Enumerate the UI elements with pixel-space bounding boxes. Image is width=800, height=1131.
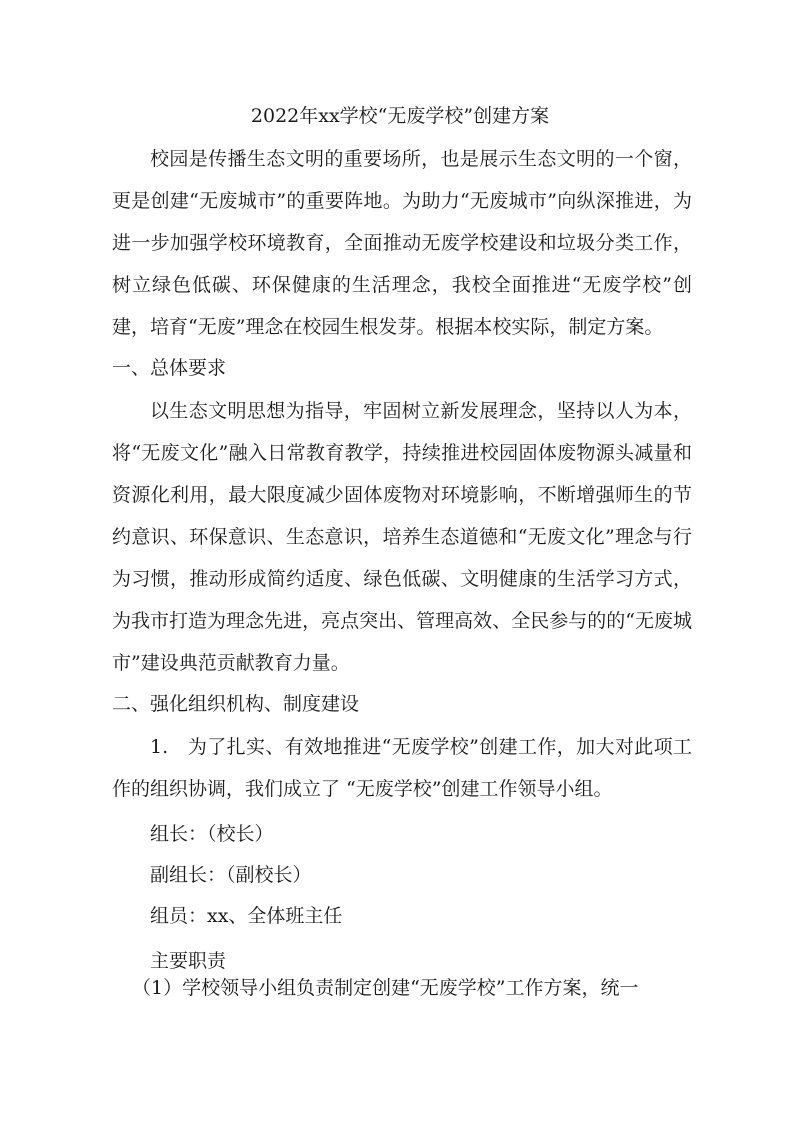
member-leader: 组长：（校长） bbox=[150, 823, 274, 845]
intro-paragraph: 校园是传播生态文明的重要场所，也是展示生态文明的一个窗，更是创建“无废城市”的重要阵地。为助力“无废城市”向纵深推进，为进一步加强学校环境教育，全面推动无废学校建设和垃圾分类工作，树立绿色低碳、环保健康的生活理念，我校全面推进“无废学校”创建，培育“无废”理念在校园生根发芽。根据本校实际，制定方案。 bbox=[112, 148, 692, 338]
section-2-paragraph: 1. 为了扎实、有效地推进“无废学校”创建工作，加大对此项工作的组织协调，我们成立了 “无废学校”创建工作领导小组。 bbox=[112, 736, 692, 800]
section-2-heading: 二、强化组织机构、制度建设 bbox=[112, 693, 360, 715]
member-group: 组员：xx、全体班主任 bbox=[150, 905, 343, 927]
member-deputy-leader: 副组长：（副校长） bbox=[150, 864, 312, 886]
document-title: 2022年xx学校“无废学校”创建方案 bbox=[250, 105, 550, 127]
section-1-paragraph: 以生态文明思想为指导，牢固树立新发展理念，坚持以人为本，将“无废文化”融入日常教育教学，持续推进校园固体废物源头减量和资源化利用，最大限度减少固体废物对环境影响，不断增强师生的节约意识、环保意识、生态意识，培养生态道德和“无废文化”理念与行为习惯，推动形成简约适度、绿色低碳、文明健康的生活学习方式，为我市打造为理念先进，亮点突出、管理高效、全民参与的的“无废城市”建设典范贡献教育力量。 bbox=[112, 400, 692, 674]
duties-heading: 主要职责 bbox=[150, 950, 227, 972]
section-1-heading: 一、总体要求 bbox=[112, 357, 227, 379]
duty-item-1: （1）学校领导小组负责制定创建“无废学校”工作方案，统一 bbox=[132, 977, 639, 999]
